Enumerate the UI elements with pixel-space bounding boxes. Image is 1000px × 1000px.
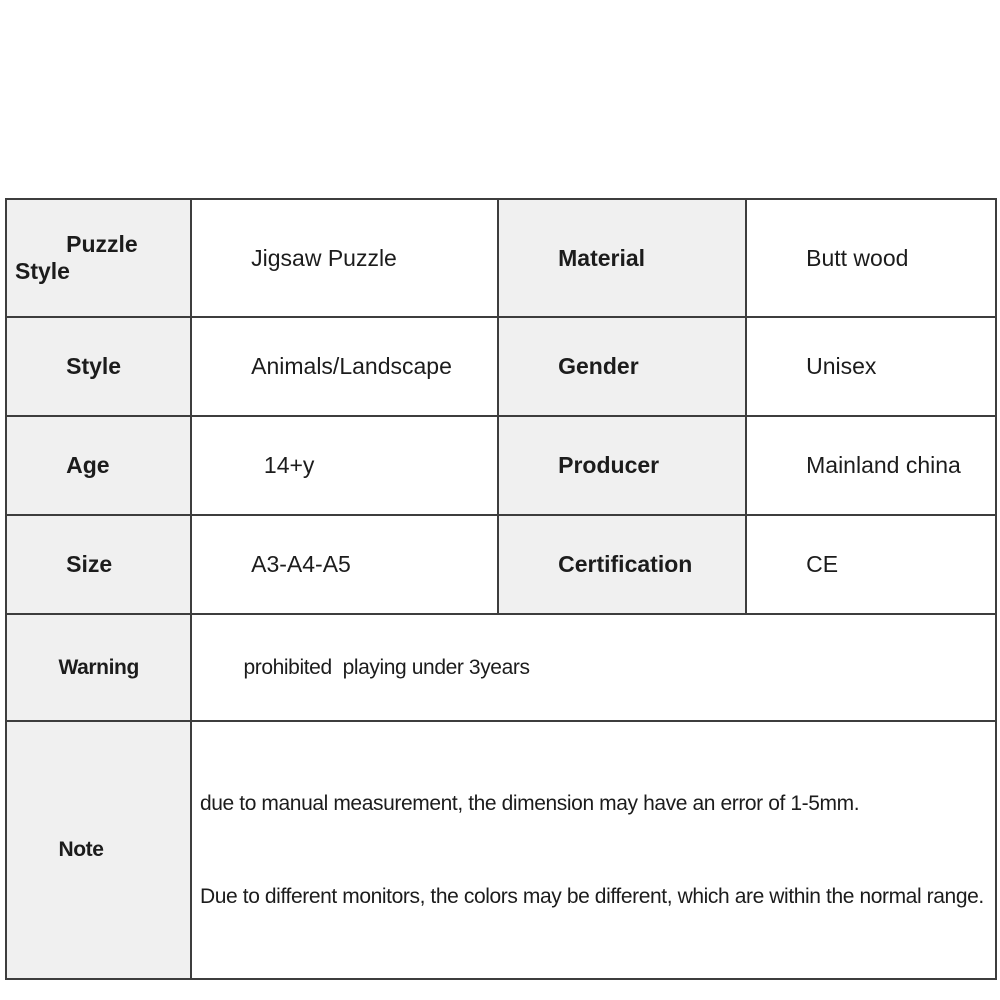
spec-row-3	[6, 416, 996, 515]
spec-row-2	[6, 317, 996, 416]
cell-producer-value	[746, 416, 996, 515]
cell-gender-value	[746, 317, 996, 416]
cell-certification-label	[498, 515, 746, 614]
certification-value: CE	[806, 551, 839, 577]
style-label: Style	[66, 353, 122, 379]
age-value: 14+y	[251, 452, 315, 478]
gender-label: Gender	[558, 353, 639, 379]
spec-row-1	[6, 199, 996, 317]
gender-value: Unisex	[806, 353, 877, 379]
size-label: Size	[66, 551, 113, 577]
size-value: A3-A4-A5	[251, 551, 351, 577]
cell-note-value	[191, 721, 996, 979]
puzzle-style-label: Puzzle Style	[15, 231, 145, 284]
warning-label: Warning	[58, 655, 139, 679]
cell-material-label	[498, 199, 746, 317]
warning-row	[6, 614, 996, 721]
note-line-2: Due to different monitors, the colors may be different, which are within the normal range.	[200, 885, 984, 908]
cell-gender-label	[498, 317, 746, 416]
cell-puzzle-style-label	[6, 199, 191, 317]
material-label: Material	[558, 244, 646, 271]
note-row	[6, 721, 996, 979]
cell-certification-value	[746, 515, 996, 614]
cell-age-value	[191, 416, 498, 515]
cell-size-value	[191, 515, 498, 614]
cell-age-label	[6, 416, 191, 515]
spec-row-4	[6, 515, 996, 614]
note-line-1: due to manual measurement, the dimension may have an error of 1-5mm.	[200, 792, 860, 815]
producer-label: Producer	[558, 452, 660, 478]
producer-value: Mainland china	[806, 452, 961, 478]
puzzle-style-value: Jigsaw Puzzle	[251, 244, 397, 271]
cell-warning-label	[6, 614, 191, 721]
cell-style-value	[191, 317, 498, 416]
warning-value: prohibited playing under 3years	[243, 655, 530, 679]
cell-size-label	[6, 515, 191, 614]
age-label: Age	[66, 452, 110, 478]
note-label: Note	[58, 838, 104, 861]
product-spec-table	[5, 198, 997, 980]
cell-puzzle-style-value	[191, 199, 498, 317]
certification-label: Certification	[558, 551, 693, 577]
cell-style-label	[6, 317, 191, 416]
cell-producer-label	[498, 416, 746, 515]
cell-material-value	[746, 199, 996, 317]
style-value: Animals/Landscape	[251, 353, 452, 379]
cell-warning-value	[191, 614, 996, 721]
cell-note-label	[6, 721, 191, 979]
material-value: Butt wood	[806, 244, 909, 271]
